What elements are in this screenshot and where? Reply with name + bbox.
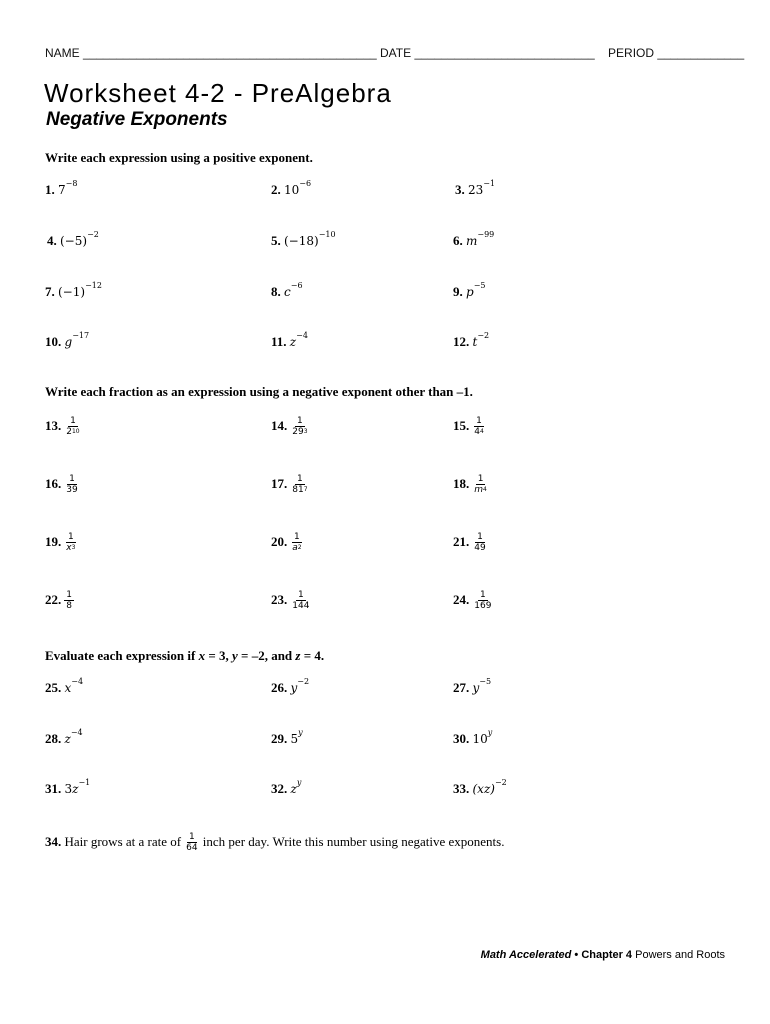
problem-number: 25. [45,680,62,695]
expression-exponent: −99 [477,230,495,239]
problem-number: 4. [47,233,57,248]
problem-item [453,728,493,747]
problem-number: 3. [455,182,465,197]
fraction-denominator [472,427,486,438]
problem-number: 22. [45,591,62,607]
expression [472,778,507,796]
problem-item [453,416,486,438]
fraction-numerator: 1 [66,590,72,600]
denominator-base: m [474,485,484,495]
problem-number: 5. [271,233,281,248]
problem-number: 26. [271,680,288,695]
expression-exponent: −2 [494,778,507,787]
fraction [64,532,77,554]
denominator-base: x [66,543,72,553]
expression-base: m [466,234,478,248]
expression-base: p [466,285,474,299]
expression [64,728,83,746]
denominator-base: 81 [292,485,304,495]
fraction [290,416,309,438]
expression-base: t [472,335,478,349]
problem-item [45,281,102,300]
problem-number: 6. [453,233,463,248]
fraction-numerator: 1 [67,532,74,542]
problem-item [455,179,496,198]
problem-item [45,677,84,696]
fraction-denominator [472,601,493,612]
fraction-denominator [64,543,77,554]
denominator-base: 39 [66,485,78,495]
fraction-denominator [64,427,81,438]
problem-number: 1. [45,182,55,197]
expression-exponent: −5 [473,281,486,290]
problem-number: 16. [45,475,62,491]
expression-base: (−5) [60,234,88,248]
problem-item [271,778,302,797]
problem-item [453,281,486,300]
fraction [290,590,311,612]
problem-number: 20. [271,533,288,549]
expression [472,331,490,349]
problem-item [453,677,492,696]
expression [468,179,496,197]
section2-instruction: Write each fraction as an expression using a negative exponent other than –1. [45,384,473,399]
denominator-base: 2 [66,427,72,437]
problem-number: 11. [271,334,287,349]
problem-text-before: Hair grows at a rate of [64,833,182,849]
problem-number: 24. [453,591,470,607]
expression-base: 23 [468,183,484,197]
denominator-base: a [292,543,298,553]
name-blank[interactable]: ____________________________________________ [83,46,377,60]
denominator-base: 144 [292,601,310,611]
expression-base: y [472,681,480,695]
fraction-denominator [290,601,311,612]
problem-number: 34. [45,833,62,849]
problem-item [45,590,74,612]
problem-item [271,281,303,300]
expression-base: z [72,782,79,796]
expression [64,778,91,796]
problem-number: 21. [453,533,470,549]
problem-number: 7. [45,284,55,299]
expression-base: 5 [290,732,299,746]
problem-item [271,230,336,249]
fraction-numerator: 1 [477,532,483,542]
expression-base: x [64,681,72,695]
problem-34 [45,832,504,854]
fraction-numerator: 1 [294,532,300,542]
problem-item [271,416,310,438]
expression [64,677,84,695]
problem-item [453,532,488,554]
worksheet-subtitle: Negative Exponents [46,109,228,130]
date-blank[interactable]: ___________________________ [414,46,595,60]
fraction [184,832,199,854]
problem-item [271,179,312,198]
expression-base: y [290,681,298,695]
fraction [472,416,486,438]
problem-item [47,230,99,249]
fraction [64,590,74,612]
expression-exponent: −2 [87,230,99,239]
header-line [45,46,744,60]
instruction-text: Evaluate each expression if [45,648,199,663]
problem-item [453,590,493,612]
expression [64,331,90,349]
problem-item [271,331,308,350]
fraction-numerator: 1 [70,416,76,426]
expression [284,281,303,299]
expression-exponent: −6 [290,281,303,290]
expression-base: z [290,782,297,796]
expression [284,230,336,248]
problem-number: 17. [271,475,288,491]
problem-number: 30. [453,731,470,746]
problem-number: 2. [271,182,281,197]
problem-item [45,416,82,438]
problem-number: 27. [453,680,470,695]
problem-item [271,474,310,496]
denominator-exponent: 3 [71,544,76,551]
problem-item [453,331,490,350]
problem-number: 8. [271,284,281,299]
fraction [472,474,489,496]
fraction-denominator [64,485,79,496]
problem-number: 12. [453,334,470,349]
fraction-numerator: 1 [297,474,303,484]
expression [289,331,308,349]
expression-base: 7 [58,183,66,197]
date-label: DATE [380,46,412,60]
expression-exponent: −4 [296,331,308,340]
period-blank[interactable]: _____________ [657,46,745,60]
denominator-exponent: 2 [297,544,302,551]
fraction-denominator: 64 [186,843,198,853]
problem-number: 9. [453,284,463,299]
expression [466,230,495,248]
problem-number: 29. [271,731,288,746]
section3-instruction [45,648,324,664]
expression [290,728,303,746]
fraction-numerator: 1 [476,416,482,426]
fraction-numerator: 1 [477,474,484,484]
problem-item [271,677,310,696]
problem-number: 32. [271,781,288,796]
expression-base: (−18) [284,234,319,248]
footer-bullet: • [571,949,582,961]
problem-number: 14. [271,417,288,433]
expression-exponent: −17 [72,331,90,340]
expression [466,281,486,299]
fraction-denominator [472,543,487,554]
expression-exponent: −2 [297,677,310,686]
fraction [290,474,309,496]
val-z: = 4. [300,648,325,663]
expression-exponent: y [487,728,493,737]
expression-exponent: −5 [479,677,492,686]
expression [58,179,78,197]
expression [290,677,310,695]
denominator-exponent: 7 [303,486,308,493]
expression-exponent: −2 [477,331,490,340]
expression [472,677,492,695]
expression-exponent: −1 [78,778,91,787]
expression-exponent: −1 [483,179,496,188]
fraction-numerator: 1 [297,590,304,600]
expression [284,179,312,197]
problem-item [45,474,80,496]
problem-item [45,179,78,198]
problem-number: 23. [271,591,288,607]
var-y: y [232,648,238,663]
expression-exponent: −4 [71,677,84,686]
problem-item [453,230,495,249]
footer-chapter: Chapter 4 [581,949,633,961]
fraction [290,532,303,554]
fraction [64,474,79,496]
val-y: = –2, and [237,648,296,663]
problem-item [45,331,90,350]
problem-item [271,590,311,612]
problem-number: 19. [45,533,62,549]
fraction [472,532,487,554]
expression-exponent: −8 [65,179,78,188]
fraction-numerator: 1 [297,416,303,426]
footer [481,949,725,961]
problem-text-after: inch per day. Write this number using negative exponents. [202,833,505,849]
problem-item [453,778,507,797]
fraction-numerator: 1 [69,474,75,484]
problem-item [45,532,77,554]
expression-base: c [284,285,291,299]
denominator-exponent: 3 [303,428,308,435]
fraction-numerator: 1 [479,590,486,600]
denominator-exponent: 4 [483,486,487,493]
problem-item [453,474,489,496]
val-x: = 3, [205,648,233,663]
var-x: x [198,648,206,663]
footer-book: Math Accelerated [480,949,572,961]
expression-base: (−1) [58,285,86,299]
fraction [472,590,493,612]
period-label: PERIOD [608,46,655,60]
expression-exponent: −4 [70,728,83,737]
denominator-base: 4 [474,427,480,437]
denominator-base: 169 [474,601,492,611]
expression-base: z [289,335,297,349]
problem-item [45,728,83,747]
problem-number: 31. [45,781,62,796]
denominator-base: 8 [66,601,72,611]
expression-base: g [64,335,73,349]
expression [290,778,302,796]
fraction-denominator [472,485,489,496]
fraction-denominator [290,427,309,438]
section1-instruction: Write each expression using a positive exponent. [45,150,313,165]
problem-number: 10. [45,334,62,349]
expression-exponent: −10 [318,230,336,239]
fraction-denominator [64,601,74,612]
expression-exponent: −12 [85,281,102,290]
expression-base: 10 [472,732,488,746]
fraction-numerator: 1 [188,832,195,842]
name-label: NAME [45,46,80,60]
denominator-base: 49 [474,543,486,553]
expression-base: z [64,732,71,746]
problem-number: 13. [45,417,62,433]
problem-item [45,778,91,797]
var-z: z [295,648,301,663]
expression-exponent: y [296,778,302,787]
expression [60,230,99,248]
footer-topic: Powers and Roots [632,949,725,961]
expression-exponent: y [298,728,303,737]
fraction [64,416,81,438]
problem-number: 33. [453,781,470,796]
expression-base: (xz) [472,782,495,796]
denominator-exponent: 10 [71,428,80,435]
problem-number: 15. [453,417,470,433]
problem-number: 18. [453,475,470,491]
problem-item [271,728,303,747]
fraction-denominator [290,485,309,496]
worksheet-title: Worksheet 4-2 - PreAlgebra [44,78,392,108]
denominator-base: 29 [292,427,304,437]
expression-base: 10 [284,183,300,197]
fraction-denominator [290,543,303,554]
problem-number: 28. [45,731,62,746]
problem-item [271,532,304,554]
expression-coefficient: 3 [64,782,73,796]
expression-exponent: −6 [299,179,312,188]
expression [58,281,102,299]
denominator-exponent: 4 [479,428,484,435]
expression [472,728,493,746]
